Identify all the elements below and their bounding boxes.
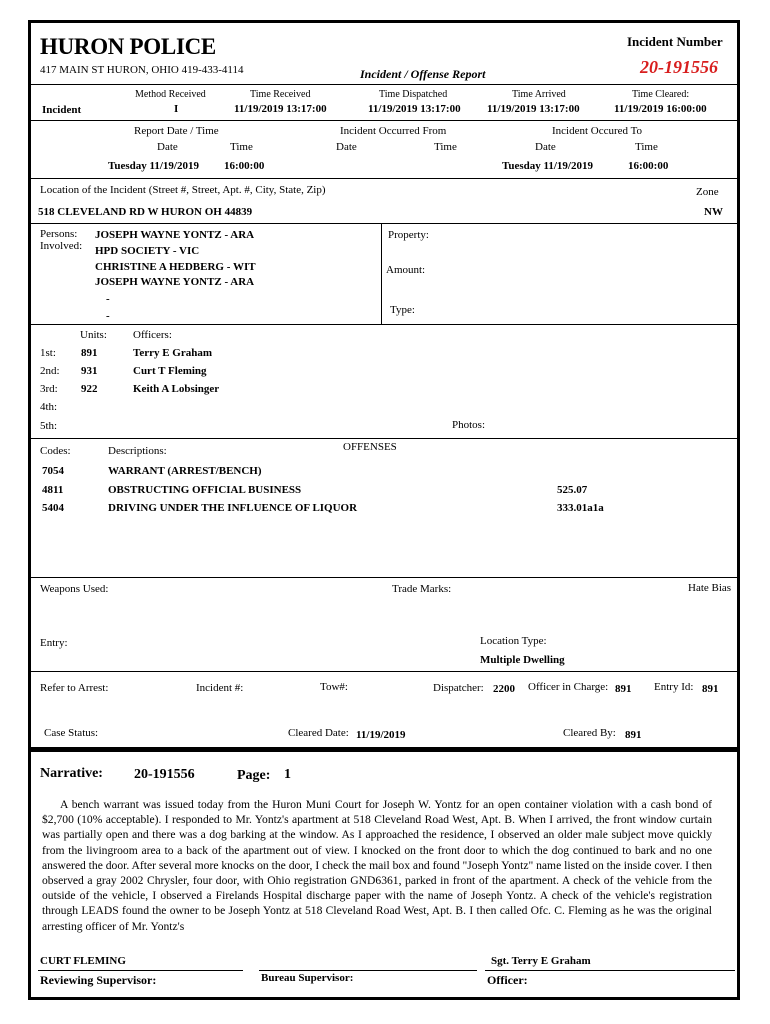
report-date-label: Date bbox=[157, 141, 178, 153]
entry-id-value: 891 bbox=[702, 683, 719, 695]
received-label: Time Received bbox=[250, 89, 311, 100]
unit-officer: Curt T Fleming bbox=[133, 365, 207, 377]
officer-label: Officer: bbox=[487, 973, 528, 987]
tow-label: Tow#: bbox=[320, 681, 348, 693]
offense-orc: 333.01a1a bbox=[557, 502, 604, 514]
involved-label: Involved: bbox=[40, 240, 83, 252]
cleared-date-value: 11/19/2019 bbox=[356, 729, 406, 741]
person-entry: JOSEPH WAYNE YONTZ - ARA bbox=[95, 229, 255, 241]
offense-description: WARRANT (ARREST/BENCH) bbox=[108, 465, 262, 477]
report-datetime-label: Report Date / Time bbox=[134, 125, 219, 137]
person-entry: JOSEPH WAYNE YONTZ - ARA bbox=[95, 276, 255, 288]
person-entry: HPD SOCIETY - VIC bbox=[95, 245, 200, 257]
from-time-label: Time bbox=[434, 141, 457, 153]
arrived-value: 11/19/2019 13:17:00 bbox=[487, 103, 580, 115]
photos-label: Photos: bbox=[452, 419, 486, 431]
location-type-label: Location Type: bbox=[480, 635, 547, 647]
divider bbox=[31, 178, 737, 179]
cleared-by-value: 891 bbox=[625, 729, 642, 741]
property-label: Property: bbox=[388, 229, 429, 241]
type-label: Type: bbox=[390, 304, 415, 316]
narrative-number: 20-191556 bbox=[134, 767, 195, 782]
location-label: Location of the Incident (Street #, Street, Apt. #, City, State, Zip) bbox=[40, 184, 326, 196]
trade-marks-label: Trade Marks: bbox=[392, 583, 452, 595]
incident-num-label: Incident #: bbox=[196, 682, 244, 694]
offense-code: 4811 bbox=[42, 484, 64, 496]
method-value: I bbox=[174, 103, 179, 115]
incident-number-label: Incident Number bbox=[627, 34, 723, 49]
location-type-value: Multiple Dwelling bbox=[480, 654, 565, 666]
weapons-label: Weapons Used: bbox=[40, 583, 109, 595]
offenses-title: OFFENSES bbox=[343, 441, 397, 453]
reviewer-name: CURT FLEMING bbox=[40, 955, 126, 967]
report-time-label: Time bbox=[230, 141, 253, 153]
occurred-to-label: Incident Occured To bbox=[552, 125, 643, 137]
offense-description: DRIVING UNDER THE INFLUENCE OF LIQUOR bbox=[108, 502, 358, 514]
divider bbox=[31, 120, 737, 121]
offense-orc: 525.07 bbox=[557, 484, 588, 496]
bureau-label: Bureau Supervisor: bbox=[261, 972, 354, 984]
officer-in-charge-label: Officer in Charge: bbox=[528, 681, 609, 693]
person-entry: - bbox=[106, 310, 110, 322]
divider bbox=[31, 324, 737, 325]
page-label: Page: bbox=[237, 768, 271, 783]
unit-ordinal: 5th: bbox=[40, 420, 58, 432]
offense-description: OBSTRUCTING OFFICIAL BUSINESS bbox=[108, 484, 302, 496]
unit-ordinal: 4th: bbox=[40, 401, 58, 413]
refer-arrest-label: Refer to Arrest: bbox=[40, 682, 109, 694]
to-time: 16:00:00 bbox=[628, 160, 669, 172]
unit-ordinal: 2nd: bbox=[40, 365, 60, 377]
received-value: 11/19/2019 13:17:00 bbox=[234, 103, 327, 115]
incident-number: 20-191556 bbox=[640, 57, 718, 77]
codes-label: Codes: bbox=[40, 445, 71, 457]
arrived-label: Time Arrived bbox=[512, 89, 566, 100]
to-time-label: Time bbox=[635, 141, 658, 153]
persons-label: Persons: bbox=[40, 228, 78, 240]
unit-ordinal: 1st: bbox=[40, 347, 56, 359]
entry-label: Entry: bbox=[40, 637, 68, 649]
dispatcher-value: 2200 bbox=[493, 683, 515, 695]
to-date: Tuesday 11/19/2019 bbox=[502, 160, 593, 172]
zone-label: Zone bbox=[696, 186, 719, 198]
divider bbox=[31, 671, 737, 672]
report-date: Tuesday 11/19/2019 bbox=[108, 160, 199, 172]
agency-address: 417 MAIN ST HURON, OHIO 419-433-4114 bbox=[40, 64, 244, 76]
units-label: Units: bbox=[80, 329, 107, 341]
case-status-label: Case Status: bbox=[44, 727, 99, 739]
incident-row-label: Incident bbox=[42, 104, 82, 116]
divider bbox=[31, 223, 737, 224]
to-date-label: Date bbox=[535, 141, 556, 153]
page-number: 1 bbox=[284, 767, 291, 782]
divider bbox=[31, 84, 737, 85]
officers-label: Officers: bbox=[133, 329, 172, 341]
offense-code: 7054 bbox=[42, 465, 64, 477]
person-entry: CHRISTINE A HEDBERG - WIT bbox=[95, 261, 256, 273]
occurred-from-label: Incident Occurred From bbox=[340, 125, 447, 137]
unit-officer: Terry E Graham bbox=[133, 347, 213, 359]
amount-label: Amount: bbox=[386, 264, 426, 276]
location-value: 518 CLEVELAND RD W HURON OH 44839 bbox=[38, 206, 253, 218]
agency-title: HURON POLICE bbox=[40, 34, 216, 59]
signature-line bbox=[485, 970, 735, 971]
unit-number: 922 bbox=[81, 383, 98, 395]
narrative-text: A bench warrant was issued today from the Huron Muni Court for Joseph W. Yontz for an open container violation with a cash bond of $2,700 (10% acceptable). I responded to Mr. Yontz's apartment at 518 Cleveland Road West, Apt. B. When I arrived, the front window curtain was partially open and there was a dog barking at the window. As I approached the residence, I observed an older male subject move quickly from the livingroom area to a back of the apartment out of view. I knocked on the front door to which the dog continued to bark and no one answered the door. After several more knocks on the door, I check the mail box and found "Joseph Yontz" name listed on the inside cover. I then observed a gray 2002 Chrysler, four door, with Ohio registration GND6361, parked in front of the apartment. A check of the vehicle from the outside of the vehicle, I observed a Firelands Hospital discharge paper with the name of Joseph Yontz. A check of the vehicle's registration through LEADS found the owner to be Joseph Yontz at 518 Cleveland Road West, Apt. B. I then called Ofc. C. Fleming as he was the original arresting officer of Mr. Yontz's bbox=[42, 798, 712, 933]
cleared-label: Time Cleared: bbox=[632, 89, 690, 100]
reviewer-label: Reviewing Supervisor: bbox=[40, 973, 157, 987]
officer-name: Sgt. Terry E Graham bbox=[491, 955, 591, 967]
zone-value: NW bbox=[704, 206, 723, 218]
unit-number: 891 bbox=[81, 347, 98, 359]
entry-id-label: Entry Id: bbox=[654, 681, 694, 693]
cleared-value: 11/19/2019 16:00:00 bbox=[614, 103, 707, 115]
unit-officer: Keith A Lobsinger bbox=[133, 383, 220, 395]
dispatched-value: 11/19/2019 13:17:00 bbox=[368, 103, 461, 115]
divider bbox=[31, 577, 737, 578]
unit-ordinal: 3rd: bbox=[40, 383, 58, 395]
offense-code: 5404 bbox=[42, 502, 64, 514]
dispatcher-label: Dispatcher: bbox=[433, 682, 484, 694]
report-type: Incident / Offense Report bbox=[360, 67, 486, 81]
signature-line bbox=[38, 970, 243, 971]
unit-number: 931 bbox=[81, 365, 98, 377]
from-date-label: Date bbox=[336, 141, 357, 153]
cleared-date-label: Cleared Date: bbox=[288, 727, 349, 739]
cleared-by-label: Cleared By: bbox=[563, 727, 616, 739]
divider bbox=[381, 223, 382, 324]
dispatched-label: Time Dispatched bbox=[379, 89, 448, 100]
report-time: 16:00:00 bbox=[224, 160, 265, 172]
descriptions-label: Descriptions: bbox=[108, 445, 167, 457]
hate-bias-label: Hate Bias bbox=[688, 582, 732, 594]
divider bbox=[31, 438, 737, 439]
officer-in-charge-value: 891 bbox=[615, 683, 632, 695]
person-entry: - bbox=[106, 293, 110, 305]
method-label: Method Received bbox=[135, 89, 206, 100]
signature-line bbox=[259, 970, 477, 971]
narrative-label: Narrative: bbox=[40, 766, 103, 781]
